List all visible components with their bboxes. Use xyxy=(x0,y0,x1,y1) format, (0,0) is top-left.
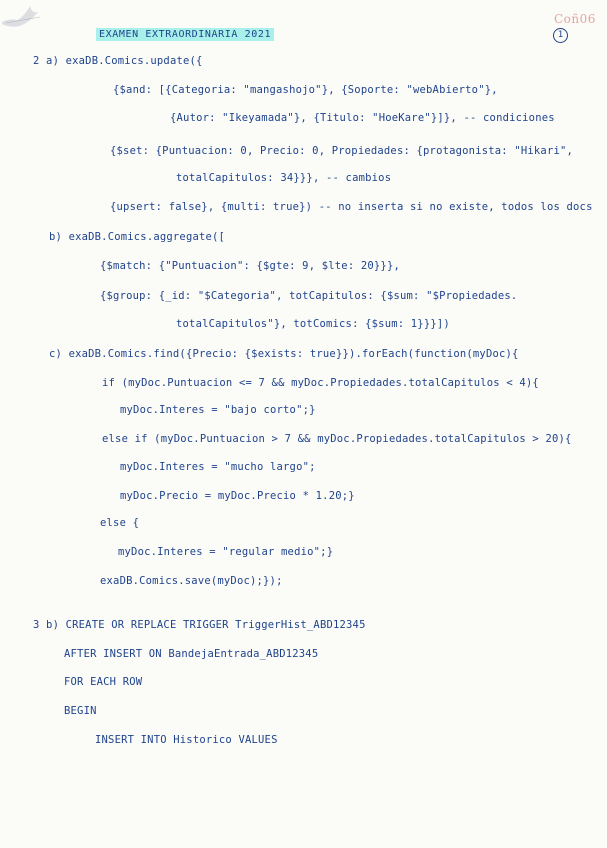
line-group-cont: totalCapitulos"}, totComics: {$sum: 1}}}]) xyxy=(176,318,450,330)
line-set: {$set: {Puntuacion: 0, Precio: 0, Propiedades: {protagonista: "Hikari", xyxy=(110,145,574,157)
line-begin: BEGIN xyxy=(64,705,97,717)
line-upsert: {upsert: false}, {multi: true}) -- no inserta si no existe, todos los docs xyxy=(110,201,593,213)
line-interes-mucho: myDoc.Interes = "mucho largo"; xyxy=(120,461,316,473)
line-2a-start: 2 a) exaDB.Comics.update({ xyxy=(33,55,203,67)
line-interes-bajo: myDoc.Interes = "bajo corto";} xyxy=(120,404,316,416)
line-else: else { xyxy=(100,517,140,529)
line-2b-aggregate: b) exaDB.Comics.aggregate([ xyxy=(49,231,226,243)
line-group: {$group: {_id: "$Categoria", totCapitulos: {$sum: "$Propiedades. xyxy=(100,290,518,302)
line-if: if (myDoc.Puntuacion <= 7 && myDoc.Propiedades.totalCapitulos < 4){ xyxy=(102,377,539,389)
line-else-if: else if (myDoc.Puntuacion > 7 && myDoc.Propiedades.totalCapitulos > 20){ xyxy=(102,433,572,445)
line-total-chapters: totalCapitulos: 34}}}, -- cambios xyxy=(176,172,392,184)
line-for-each-row: FOR EACH ROW xyxy=(64,676,143,688)
corner-stamp: Coñ06 xyxy=(554,12,596,26)
line-after-insert: AFTER INSERT ON BandejaEntrada_ABD12345 xyxy=(64,648,319,660)
page-number: 1 xyxy=(553,28,568,43)
line-interes-regular: myDoc.Interes = "regular medio";} xyxy=(118,546,334,558)
corner-smudge-icon xyxy=(0,0,45,32)
line-match: {$match: {"Puntuacion": {$gte: 9, $lte: 20}}}, xyxy=(100,260,400,272)
line-and-conditions: {$and: [{Categoria: "mangashojo"}, {Soporte: "webAbierto"}, xyxy=(113,84,498,96)
line-save: exaDB.Comics.save(myDoc);}); xyxy=(100,575,283,587)
line-author-title: {Autor: "Ikeyamada"}, {Titulo: "HoeKare"}]}, -- condiciones xyxy=(170,112,555,124)
line-insert-into: INSERT INTO Historico VALUES xyxy=(95,734,278,746)
page-title: EXAMEN EXTRAORDINARIA 2021 xyxy=(96,28,274,41)
line-3b-trigger: 3 b) CREATE OR REPLACE TRIGGER TriggerHist_ABD12345 xyxy=(33,619,366,631)
line-2c-find: c) exaDB.Comics.find({Precio: {$exists: true}}).forEach(function(myDoc){ xyxy=(49,348,519,360)
line-precio: myDoc.Precio = myDoc.Precio * 1.20;} xyxy=(120,490,355,502)
